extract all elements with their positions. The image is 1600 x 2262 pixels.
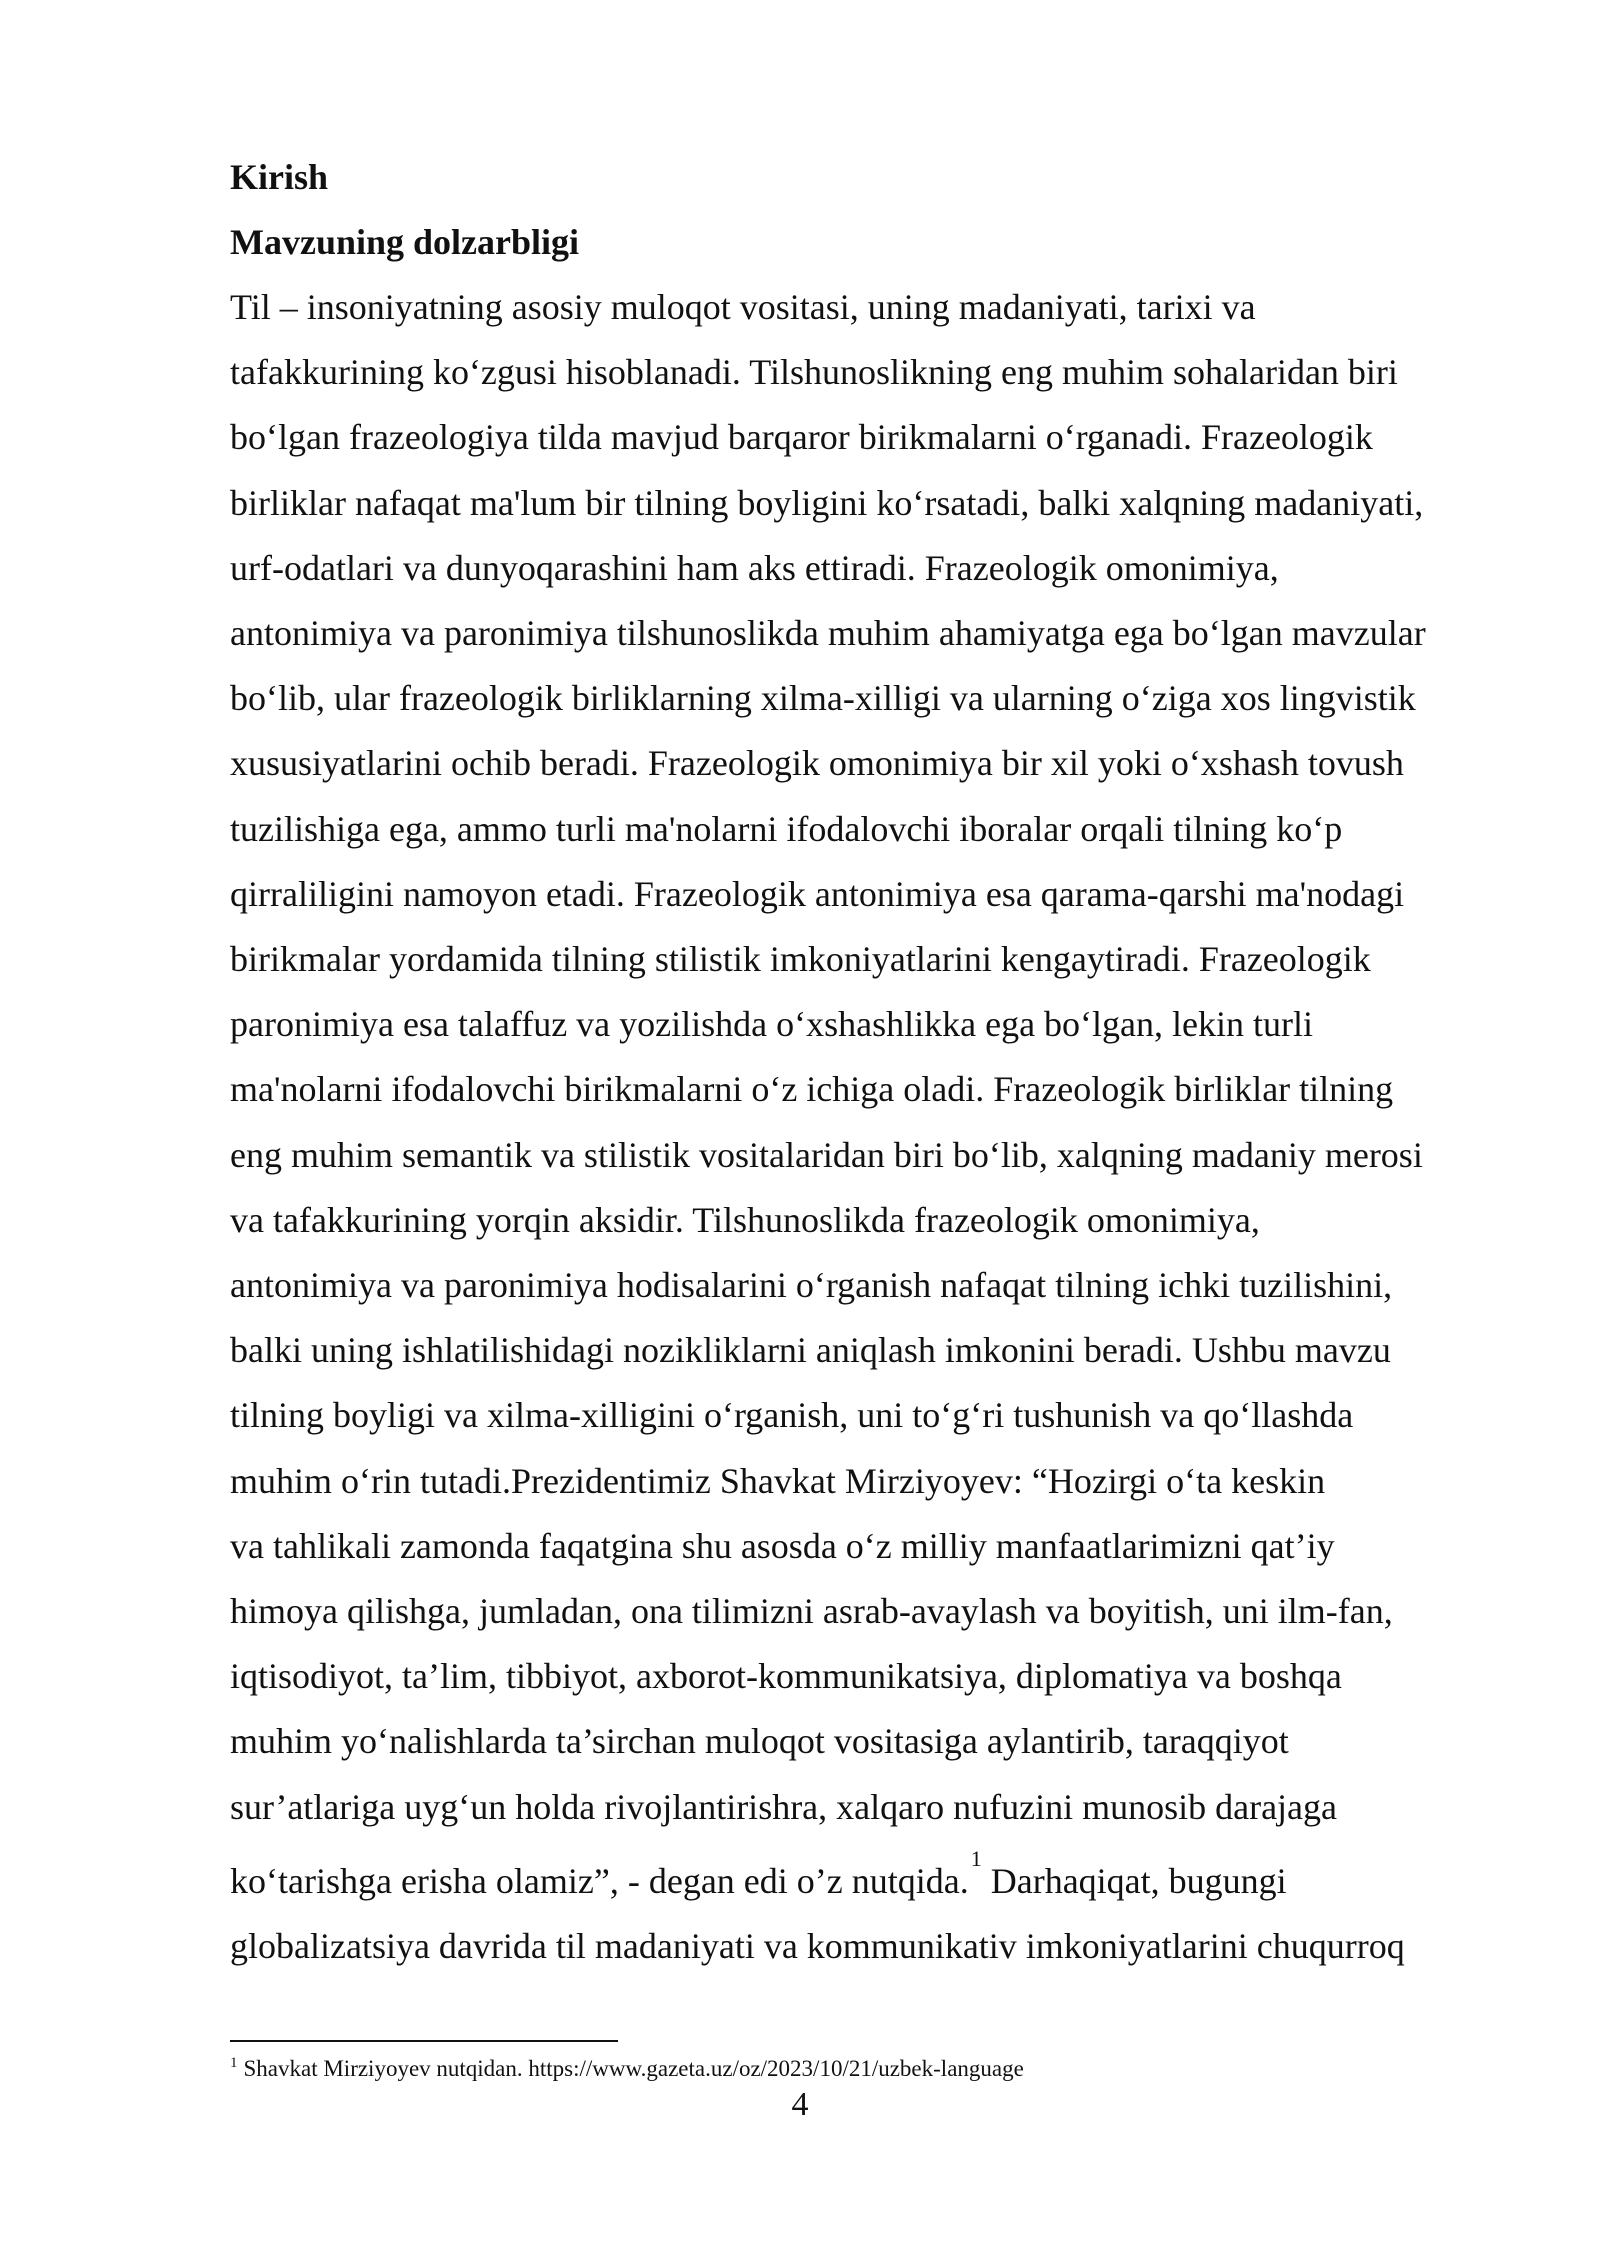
text-line: globalizatsiya davrida til madaniyati va kommunikativ imkoniyatlarini chuqurroq	[230, 1926, 1405, 1967]
text-line: paronimiya esa talaffuz va yozilishda o‘xshashlikka ega bo‘lgan, lekin turli	[230, 1004, 1314, 1045]
text-line-part: ko‘tarishga erisha olamiz”, - degan edi o’z nutqida.	[230, 1860, 969, 1901]
text-line: va tafakkurining yorqin aksidir. Tilshunoslikda frazeologik omonimiya,	[230, 1199, 1260, 1240]
text-line: bo‘lib, ular frazeologik birliklarning xilma-xilligi va ularning o‘ziga xos lingvistik	[230, 678, 1416, 719]
text-line: antonimiya va paronimiya hodisalarini o‘rganish nafaqat tilning ichki tuzilishini,	[230, 1265, 1393, 1306]
page-number: 4	[791, 2086, 809, 2123]
body-paragraph	[230, 275, 1490, 1979]
text-line: birikmalar yordamida tilning stilistik imkoniyatlarini kengaytiradi. Frazeologik	[230, 939, 1371, 980]
text-line: tilning boyligi va xilma-xilligini o‘rganish, uni to‘g‘ri tushunish va qo‘llashda	[230, 1395, 1354, 1436]
text-line: urf-odatlari va dunyoqarashini ham aks ettiradi. Frazeologik omonimiya,	[230, 547, 1279, 588]
footnote-separator	[230, 2040, 618, 2042]
text-line: tuzilishiga ega, ammo turli ma'nolarni ifodalovchi iboralar orqali tilning ko‘p	[230, 808, 1343, 849]
text-line-part: Darhaqiqat, bugungi	[981, 1860, 1287, 1901]
section-heading-intro: Kirish	[230, 157, 329, 197]
text-line: Til – insoniyatning asosiy muloqot vositasi, uning madaniyati, tarixi va	[230, 287, 1256, 327]
text-line: antonimiya va paronimiya tilshunoslikda muhim ahamiyatga ega bo‘lgan mavzular	[230, 613, 1426, 654]
text-line: ma'nolarni ifodalovchi birikmalarni o‘z ichiga oladi. Frazeologik birliklar tilning	[230, 1069, 1394, 1110]
text-line: bo‘lgan frazeologiya tilda mavjud barqaror birikmalarni o‘rganadi. Frazeologik	[230, 417, 1373, 458]
text-line: himoya qilishga, jumladan, ona tilimizni asrab-avaylash va boyitish, uni ilm-fan,	[230, 1591, 1393, 1632]
text-line: eng muhim semantik va stilistik vositalaridan biri bo‘lib, xalqning madaniy merosi	[230, 1134, 1423, 1175]
text-line: va tahlikali zamonda faqatgina shu asosda o‘z milliy manfaatlarimizni qat’iy	[230, 1525, 1335, 1566]
text-line: tafakkurining ko‘zgusi hisoblanadi. Tilshunoslikning eng muhim sohalaridan biri	[230, 352, 1398, 393]
text-line: birliklar nafaqat ma'lum bir tilning boyligini ko‘rsatadi, balki xalqning madaniyati,	[230, 482, 1424, 523]
text-line: balki uning ishlatilishidagi nozikliklarni aniqlash imkonini beradi. Ushbu mavzu	[230, 1330, 1391, 1371]
text-line: muhim yo‘nalishlarda ta’sirchan muloqot vositasiga aylantirib, taraqqiyot	[230, 1721, 1289, 1762]
section-heading-relevance: Mavzuning dolzarbligi	[230, 222, 580, 262]
footnote-reference[interactable]: 1	[970, 1845, 982, 1871]
text-line: muhim o‘rin tutadi.Prezidentimiz Shavkat Mirziyoyev: “Hozirgi o‘ta keskin	[230, 1460, 1326, 1501]
text-line: iqtisodiyot, ta’lim, tibbiyot, axborot-kommunikatsiya, diplomatiya va boshqa	[230, 1656, 1342, 1697]
footnote-text: Shavkat Mirziyoyev nutqidan. https://www.gazeta.uz/oz/2023/10/21/uzbek-language	[243, 2056, 1024, 2081]
text-line: qirraliligini namoyon etadi. Frazeologik antonimiya esa qarama-qarshi ma'nodagi	[230, 873, 1405, 914]
text-line	[230, 1840, 1490, 1914]
text-line: xususiyatlarini ochib beradi. Frazeologik omonimiya bir xil yoki o‘xshash tovush	[230, 743, 1404, 784]
text-line: sur’atlariga uyg‘un holda rivojlantirishra, xalqaro nufuzini munosib darajaga	[230, 1786, 1337, 1827]
footnote-mark: 1	[230, 2055, 238, 2071]
page-body	[230, 145, 1490, 1979]
